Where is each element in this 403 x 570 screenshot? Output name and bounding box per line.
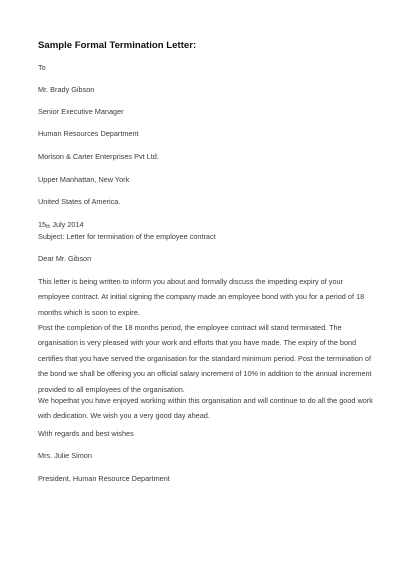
- country-line: United States of America.: [38, 197, 121, 206]
- paragraph-line: This letter is being written to inform you about and formally discuss the impeding expiry of your: [38, 277, 343, 286]
- letter-date: [38, 220, 84, 232]
- paragraph-line: the bond we shall be offering you an official salary increment of 10% in addition to the annual increment: [38, 369, 372, 379]
- recipient-department: Human Resources Department: [38, 129, 139, 138]
- paragraph-line: with dedication. We wish you a very good day ahead.: [38, 411, 210, 421]
- salutation: Dear Mr. Gibson: [38, 254, 92, 263]
- paragraph-line: certifies that you have served the organisation for the standard minimum period. Post the termination of: [38, 353, 371, 363]
- city-line: Upper Manhattan, New York: [38, 175, 130, 184]
- paragraph-line: employee contract. At initial signing the company made an employee bond with you for a period of 18: [38, 292, 365, 302]
- paragraph-1: [38, 274, 368, 320]
- company-name: Morison & Carter Enterprises Pvt Ltd.: [38, 152, 159, 161]
- closing: With regards and best wishes: [38, 429, 134, 438]
- sender-name: Mrs. Julie Simon: [38, 451, 92, 460]
- paragraph-2: [38, 320, 372, 397]
- sender-title: President, Human Resource Department: [38, 474, 170, 483]
- to-label: To: [38, 63, 46, 72]
- date-suffix: th: [46, 224, 51, 230]
- recipient-title: Senior Executive Manager: [38, 107, 124, 116]
- date-day: 15: [38, 220, 47, 229]
- paragraph-line: Post the completion of the 18 months period, the employee contract will stand terminated. The: [38, 323, 342, 332]
- letter-title: Sample Formal Termination Letter:: [38, 40, 197, 51]
- recipient-name: Mr. Brady Gibson: [38, 85, 95, 94]
- subject-line: Subject: Letter for termination of the employee contract: [38, 232, 216, 241]
- paragraph-line: provided to all employees of the organisation.: [38, 384, 185, 394]
- paragraph-3: [38, 393, 373, 424]
- paragraph-line: organisation is very pleased with your work and efforts that you have made. The expiry of the bond: [38, 338, 357, 348]
- paragraph-line: months which is soon to expire.: [38, 307, 140, 317]
- date-rest: July 2014: [50, 220, 84, 229]
- paragraph-line: We hopethat you have enjoyed working within this organisation and will continue to do all the good work: [38, 396, 373, 405]
